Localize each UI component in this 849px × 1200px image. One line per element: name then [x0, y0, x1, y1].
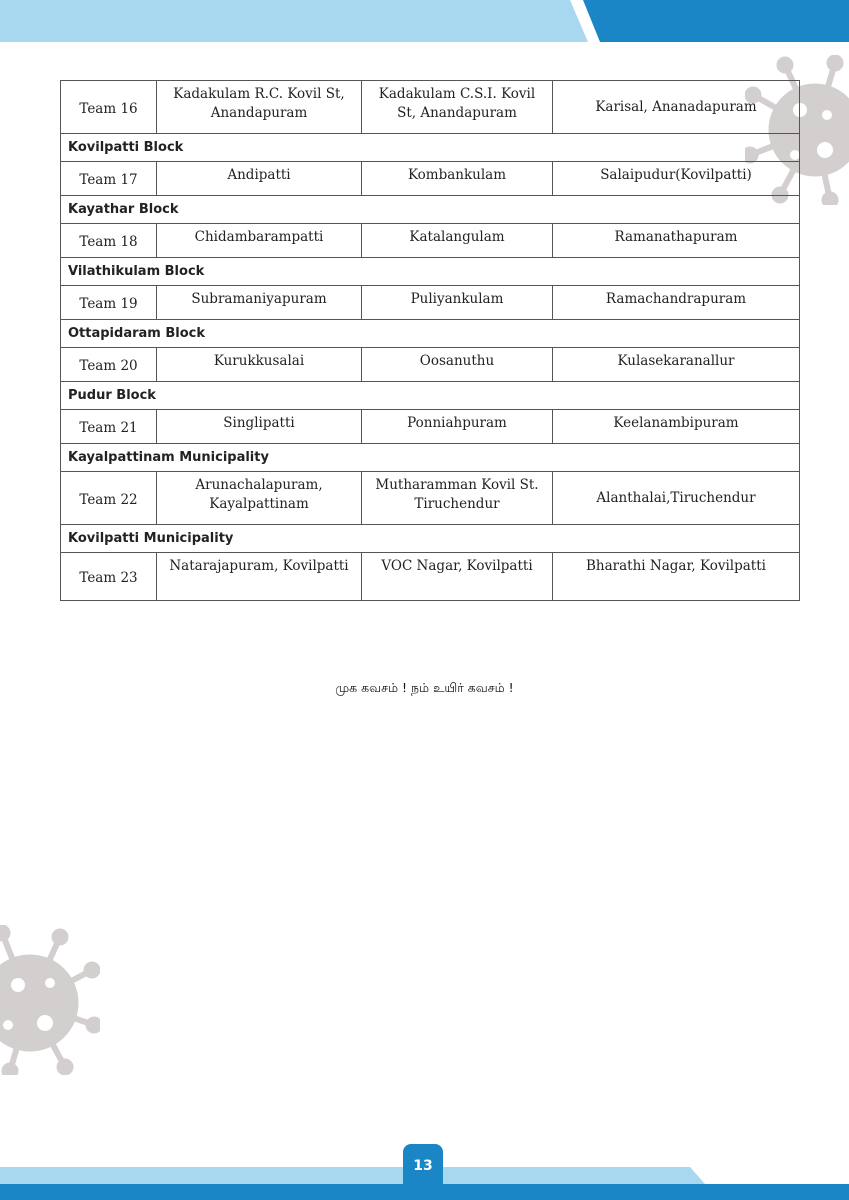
table-row: [61, 553, 800, 601]
block-title: Kayalpattinam Municipality: [61, 444, 800, 472]
location-cell: Subramaniyapuram: [157, 286, 362, 320]
block-header-row: [61, 258, 800, 286]
location-cell: Singlipatti: [157, 410, 362, 444]
virus-decoration-icon: [0, 925, 100, 1075]
location-cell: Kombankulam: [362, 162, 553, 196]
block-title: Vilathikulam Block: [61, 258, 800, 286]
team-cell: Team 21: [61, 410, 157, 444]
location-cell: Ponniahpuram: [362, 410, 553, 444]
location-cell: Kadakulam R.C. Kovil St, Anandapuram: [157, 81, 362, 134]
location-cell: Chidambarampatti: [157, 224, 362, 258]
location-cell: Keelanambipuram: [553, 410, 800, 444]
location-cell: Kadakulam C.S.I. Kovil St, Anandapuram: [362, 81, 553, 134]
table-row: [61, 286, 800, 320]
location-cell: Katalangulam: [362, 224, 553, 258]
table-row: [61, 81, 800, 134]
block-title: Kovilpatti Block: [61, 134, 800, 162]
location-cell: Oosanuthu: [362, 348, 553, 382]
block-title: Pudur Block: [61, 382, 800, 410]
team-cell: Team 16: [61, 81, 157, 134]
team-cell: Team 19: [61, 286, 157, 320]
location-cell: Natarajapuram, Kovilpatti: [157, 553, 362, 601]
team-locations-table: [60, 80, 800, 601]
location-cell: Puliyankulam: [362, 286, 553, 320]
team-cell: Team 20: [61, 348, 157, 382]
table-row: [61, 410, 800, 444]
location-cell: Alanthalai,Tiruchendur: [553, 472, 800, 525]
location-cell: Mutharamman Kovil St. Tiruchendur: [362, 472, 553, 525]
block-header-row: [61, 134, 800, 162]
block-title: Ottapidaram Block: [61, 320, 800, 348]
table-row: [61, 348, 800, 382]
table-row: [61, 472, 800, 525]
location-cell: Bharathi Nagar, Kovilpatti: [553, 553, 800, 601]
top-banner: [0, 0, 849, 42]
block-header-row: [61, 525, 800, 553]
block-header-row: [61, 196, 800, 224]
location-cell: Arunachalapuram, Kayalpattinam: [157, 472, 362, 525]
block-title: Kovilpatti Municipality: [61, 525, 800, 553]
location-cell: Salaipudur(Kovilpatti): [553, 162, 800, 196]
block-header-row: [61, 320, 800, 348]
table-row: [61, 224, 800, 258]
page-number: 13: [403, 1144, 443, 1200]
block-header-row: [61, 444, 800, 472]
team-cell: Team 17: [61, 162, 157, 196]
location-cell: Ramachandrapuram: [553, 286, 800, 320]
location-cell: Kulasekaranallur: [553, 348, 800, 382]
location-cell: Kurukkusalai: [157, 348, 362, 382]
team-cell: Team 22: [61, 472, 157, 525]
block-title: Kayathar Block: [61, 196, 800, 224]
location-cell: Ramanathapuram: [553, 224, 800, 258]
block-header-row: [61, 382, 800, 410]
table-row: [61, 162, 800, 196]
slogan-text: முக கவசம் ! நம் உயிர் கவசம் !: [335, 680, 514, 695]
team-cell: Team 18: [61, 224, 157, 258]
location-cell: Andipatti: [157, 162, 362, 196]
location-cell: Karisal, Ananadapuram: [553, 81, 800, 134]
team-cell: Team 23: [61, 553, 157, 601]
location-cell: VOC Nagar, Kovilpatti: [362, 553, 553, 601]
